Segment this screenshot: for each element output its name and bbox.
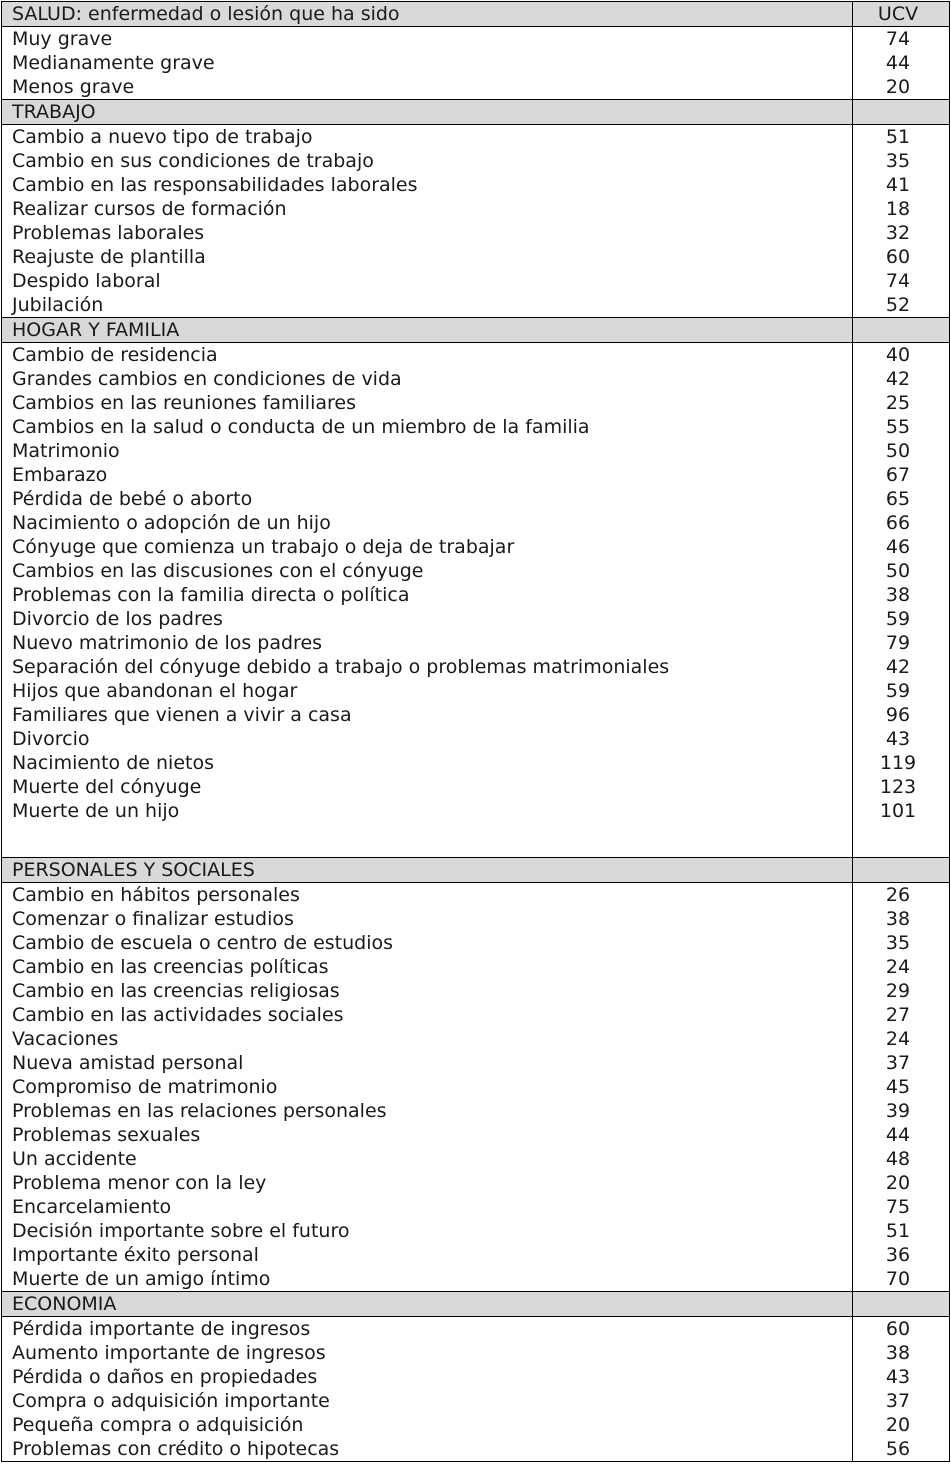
- column-header-ucv: [853, 100, 950, 125]
- table-row: [2, 583, 950, 607]
- section-title: SALUD: enfermedad o lesión que ha sido: [2, 2, 853, 27]
- event-ucv-value: 43: [853, 1365, 950, 1389]
- event-ucv-value: 60: [853, 1317, 950, 1342]
- event-ucv-value: 42: [853, 655, 950, 679]
- event-label: Cambio en las responsabilidades laborales: [2, 173, 853, 197]
- event-label: Cambio de escuela o centro de estudios: [2, 931, 853, 955]
- event-label: Cambio a nuevo tipo de trabajo: [2, 125, 853, 150]
- event-label: Importante éxito personal: [2, 1243, 853, 1267]
- event-label: Nacimiento o adopción de un hijo: [2, 511, 853, 535]
- event-label: Cambios en las reuniones familiares: [2, 391, 853, 415]
- table-row: [2, 631, 950, 655]
- event-ucv-value: 24: [853, 1027, 950, 1051]
- event-ucv-value: 24: [853, 955, 950, 979]
- table-row: [2, 149, 950, 173]
- table-row: [2, 1341, 950, 1365]
- event-ucv-value: 35: [853, 149, 950, 173]
- life-events-table: [1, 1, 950, 1462]
- table-row: [2, 1413, 950, 1437]
- table-row: [2, 1195, 950, 1219]
- table-row: [2, 293, 950, 318]
- table-row: [2, 703, 950, 727]
- event-ucv-value: 50: [853, 559, 950, 583]
- table-row: [2, 1317, 950, 1342]
- event-ucv-value: 74: [853, 269, 950, 293]
- table-row: [2, 679, 950, 703]
- event-label: Jubilación: [2, 293, 853, 318]
- event-label: Problema menor con la ley: [2, 1171, 853, 1195]
- event-ucv-value: 39: [853, 1099, 950, 1123]
- table-row: [2, 1051, 950, 1075]
- table-row: [2, 245, 950, 269]
- event-ucv-value: 59: [853, 679, 950, 703]
- event-ucv-value: 60: [853, 245, 950, 269]
- table-row: [2, 1099, 950, 1123]
- event-label: Nuevo matrimonio de los padres: [2, 631, 853, 655]
- table-row: [2, 75, 950, 100]
- event-label: Medianamente grave: [2, 51, 853, 75]
- table-row: [2, 799, 950, 823]
- table-row: [2, 343, 950, 368]
- event-label: Reajuste de plantilla: [2, 245, 853, 269]
- event-ucv-value: 20: [853, 75, 950, 100]
- event-label: Realizar cursos de formación: [2, 197, 853, 221]
- event-label: Cambio en las actividades sociales: [2, 1003, 853, 1027]
- event-ucv-value: 65: [853, 487, 950, 511]
- table-row: [2, 391, 950, 415]
- event-ucv-value: 79: [853, 631, 950, 655]
- table-row: [2, 727, 950, 751]
- event-ucv-value: 43: [853, 727, 950, 751]
- table-row: [2, 955, 950, 979]
- table-row: [2, 197, 950, 221]
- event-label: Despido laboral: [2, 269, 853, 293]
- table-row: [2, 51, 950, 75]
- event-label: Cambios en la salud o conducta de un miembro de la familia: [2, 415, 853, 439]
- table-row: [2, 27, 950, 52]
- table-row: [2, 221, 950, 245]
- section-title: PERSONALES Y SOCIALES: [2, 858, 853, 883]
- table-row: [2, 1437, 950, 1462]
- event-ucv-value: 36: [853, 1243, 950, 1267]
- event-ucv-value: 55: [853, 415, 950, 439]
- event-ucv-value: 26: [853, 883, 950, 908]
- event-label: Encarcelamiento: [2, 1195, 853, 1219]
- table-row: [2, 1267, 950, 1292]
- event-label: Familiares que vienen a vivir a casa: [2, 703, 853, 727]
- column-header-ucv: UCV: [853, 2, 950, 27]
- section-title: ECONOMIA: [2, 1292, 853, 1317]
- event-label: Embarazo: [2, 463, 853, 487]
- event-label: Compromiso de matrimonio: [2, 1075, 853, 1099]
- table-row: [2, 655, 950, 679]
- event-label: Pérdida o daños en propiedades: [2, 1365, 853, 1389]
- event-ucv-value: 56: [853, 1437, 950, 1462]
- event-label: Decisión importante sobre el futuro: [2, 1219, 853, 1243]
- event-label: Problemas con crédito o hipotecas: [2, 1437, 853, 1462]
- event-label: Muy grave: [2, 27, 853, 52]
- table-row: [2, 511, 950, 535]
- event-label: Pérdida de bebé o aborto: [2, 487, 853, 511]
- event-ucv-value: 51: [853, 1219, 950, 1243]
- event-ucv-value: 25: [853, 391, 950, 415]
- event-ucv-value: 45: [853, 1075, 950, 1099]
- spacer-cell: [2, 823, 853, 858]
- table-row: [2, 1171, 950, 1195]
- event-label: Pequeña compra o adquisición: [2, 1413, 853, 1437]
- event-ucv-value: 44: [853, 1123, 950, 1147]
- event-ucv-value: 41: [853, 173, 950, 197]
- event-ucv-value: 67: [853, 463, 950, 487]
- event-ucv-value: 119: [853, 751, 950, 775]
- table-row: [2, 907, 950, 931]
- table-row: [2, 415, 950, 439]
- event-ucv-value: 123: [853, 775, 950, 799]
- table-row: [2, 125, 950, 150]
- event-label: Muerte de un amigo íntimo: [2, 1267, 853, 1292]
- event-ucv-value: 46: [853, 535, 950, 559]
- event-ucv-value: 40: [853, 343, 950, 368]
- table-row: [2, 607, 950, 631]
- table-row: [2, 931, 950, 955]
- event-label: Cambio en las creencias políticas: [2, 955, 853, 979]
- event-ucv-value: 50: [853, 439, 950, 463]
- table-row: [2, 1123, 950, 1147]
- event-label: Muerte de un hijo: [2, 799, 853, 823]
- event-ucv-value: 66: [853, 511, 950, 535]
- event-ucv-value: 29: [853, 979, 950, 1003]
- section-header: [2, 100, 950, 125]
- event-ucv-value: 44: [853, 51, 950, 75]
- event-label: Vacaciones: [2, 1027, 853, 1051]
- event-ucv-value: 32: [853, 221, 950, 245]
- event-ucv-value: 101: [853, 799, 950, 823]
- event-ucv-value: 20: [853, 1413, 950, 1437]
- event-ucv-value: 38: [853, 1341, 950, 1365]
- table-row: [2, 1243, 950, 1267]
- life-events-document: [1, 1, 949, 1462]
- table-row: [2, 1075, 950, 1099]
- table-row: [2, 1027, 950, 1051]
- event-label: Un accidente: [2, 1147, 853, 1171]
- table-row: [2, 269, 950, 293]
- event-label: Divorcio de los padres: [2, 607, 853, 631]
- table-row: [2, 979, 950, 1003]
- event-label: Problemas sexuales: [2, 1123, 853, 1147]
- table-row: [2, 463, 950, 487]
- event-label: Grandes cambios en condiciones de vida: [2, 367, 853, 391]
- section-header: [2, 858, 950, 883]
- section-title: HOGAR Y FAMILIA: [2, 318, 853, 343]
- event-ucv-value: 27: [853, 1003, 950, 1027]
- event-label: Comenzar o finalizar estudios: [2, 907, 853, 931]
- event-ucv-value: 42: [853, 367, 950, 391]
- event-ucv-value: 48: [853, 1147, 950, 1171]
- table-row: [2, 751, 950, 775]
- event-ucv-value: 37: [853, 1389, 950, 1413]
- table-row: [2, 775, 950, 799]
- event-ucv-value: 74: [853, 27, 950, 52]
- event-label: Cambio en hábitos personales: [2, 883, 853, 908]
- table-row: [2, 559, 950, 583]
- table-row: [2, 883, 950, 908]
- section-header: [2, 318, 950, 343]
- table-body: [2, 2, 950, 1462]
- event-label: Nacimiento de nietos: [2, 751, 853, 775]
- section-title: TRABAJO: [2, 100, 853, 125]
- event-label: Problemas laborales: [2, 221, 853, 245]
- event-label: Cambio en las creencias religiosas: [2, 979, 853, 1003]
- column-header-ucv: [853, 858, 950, 883]
- event-ucv-value: 18: [853, 197, 950, 221]
- event-label: Compra o adquisición importante: [2, 1389, 853, 1413]
- event-label: Hijos que abandonan el hogar: [2, 679, 853, 703]
- event-label: Problemas en las relaciones personales: [2, 1099, 853, 1123]
- event-label: Problemas con la familia directa o política: [2, 583, 853, 607]
- event-ucv-value: 52: [853, 293, 950, 318]
- event-ucv-value: 35: [853, 931, 950, 955]
- spacer-cell: [853, 823, 950, 858]
- table-row: [2, 487, 950, 511]
- event-label: Nueva amistad personal: [2, 1051, 853, 1075]
- column-header-ucv: [853, 1292, 950, 1317]
- event-ucv-value: 37: [853, 1051, 950, 1075]
- event-ucv-value: 59: [853, 607, 950, 631]
- table-row: [2, 1365, 950, 1389]
- table-row: [2, 1003, 950, 1027]
- event-label: Pérdida importante de ingresos: [2, 1317, 853, 1342]
- event-ucv-value: 70: [853, 1267, 950, 1292]
- event-label: Cónyuge que comienza un trabajo o deja de trabajar: [2, 535, 853, 559]
- column-header-ucv: [853, 318, 950, 343]
- event-label: Cambio de residencia: [2, 343, 853, 368]
- section-header: [2, 2, 950, 27]
- table-row: [2, 535, 950, 559]
- table-row: [2, 1147, 950, 1171]
- event-label: Cambio en sus condiciones de trabajo: [2, 149, 853, 173]
- event-label: Separación del cónyuge debido a trabajo o problemas matrimoniales: [2, 655, 853, 679]
- event-label: Divorcio: [2, 727, 853, 751]
- event-ucv-value: 20: [853, 1171, 950, 1195]
- event-label: Matrimonio: [2, 439, 853, 463]
- event-label: Menos grave: [2, 75, 853, 100]
- table-row: [2, 1389, 950, 1413]
- event-ucv-value: 38: [853, 907, 950, 931]
- event-ucv-value: 75: [853, 1195, 950, 1219]
- spacer-row: [2, 823, 950, 858]
- table-row: [2, 1219, 950, 1243]
- event-ucv-value: 38: [853, 583, 950, 607]
- event-label: Muerte del cónyuge: [2, 775, 853, 799]
- event-ucv-value: 96: [853, 703, 950, 727]
- section-header: [2, 1292, 950, 1317]
- event-label: Cambios en las discusiones con el cónyuge: [2, 559, 853, 583]
- event-label: Aumento importante de ingresos: [2, 1341, 853, 1365]
- event-ucv-value: 51: [853, 125, 950, 150]
- table-row: [2, 173, 950, 197]
- table-row: [2, 367, 950, 391]
- table-row: [2, 439, 950, 463]
